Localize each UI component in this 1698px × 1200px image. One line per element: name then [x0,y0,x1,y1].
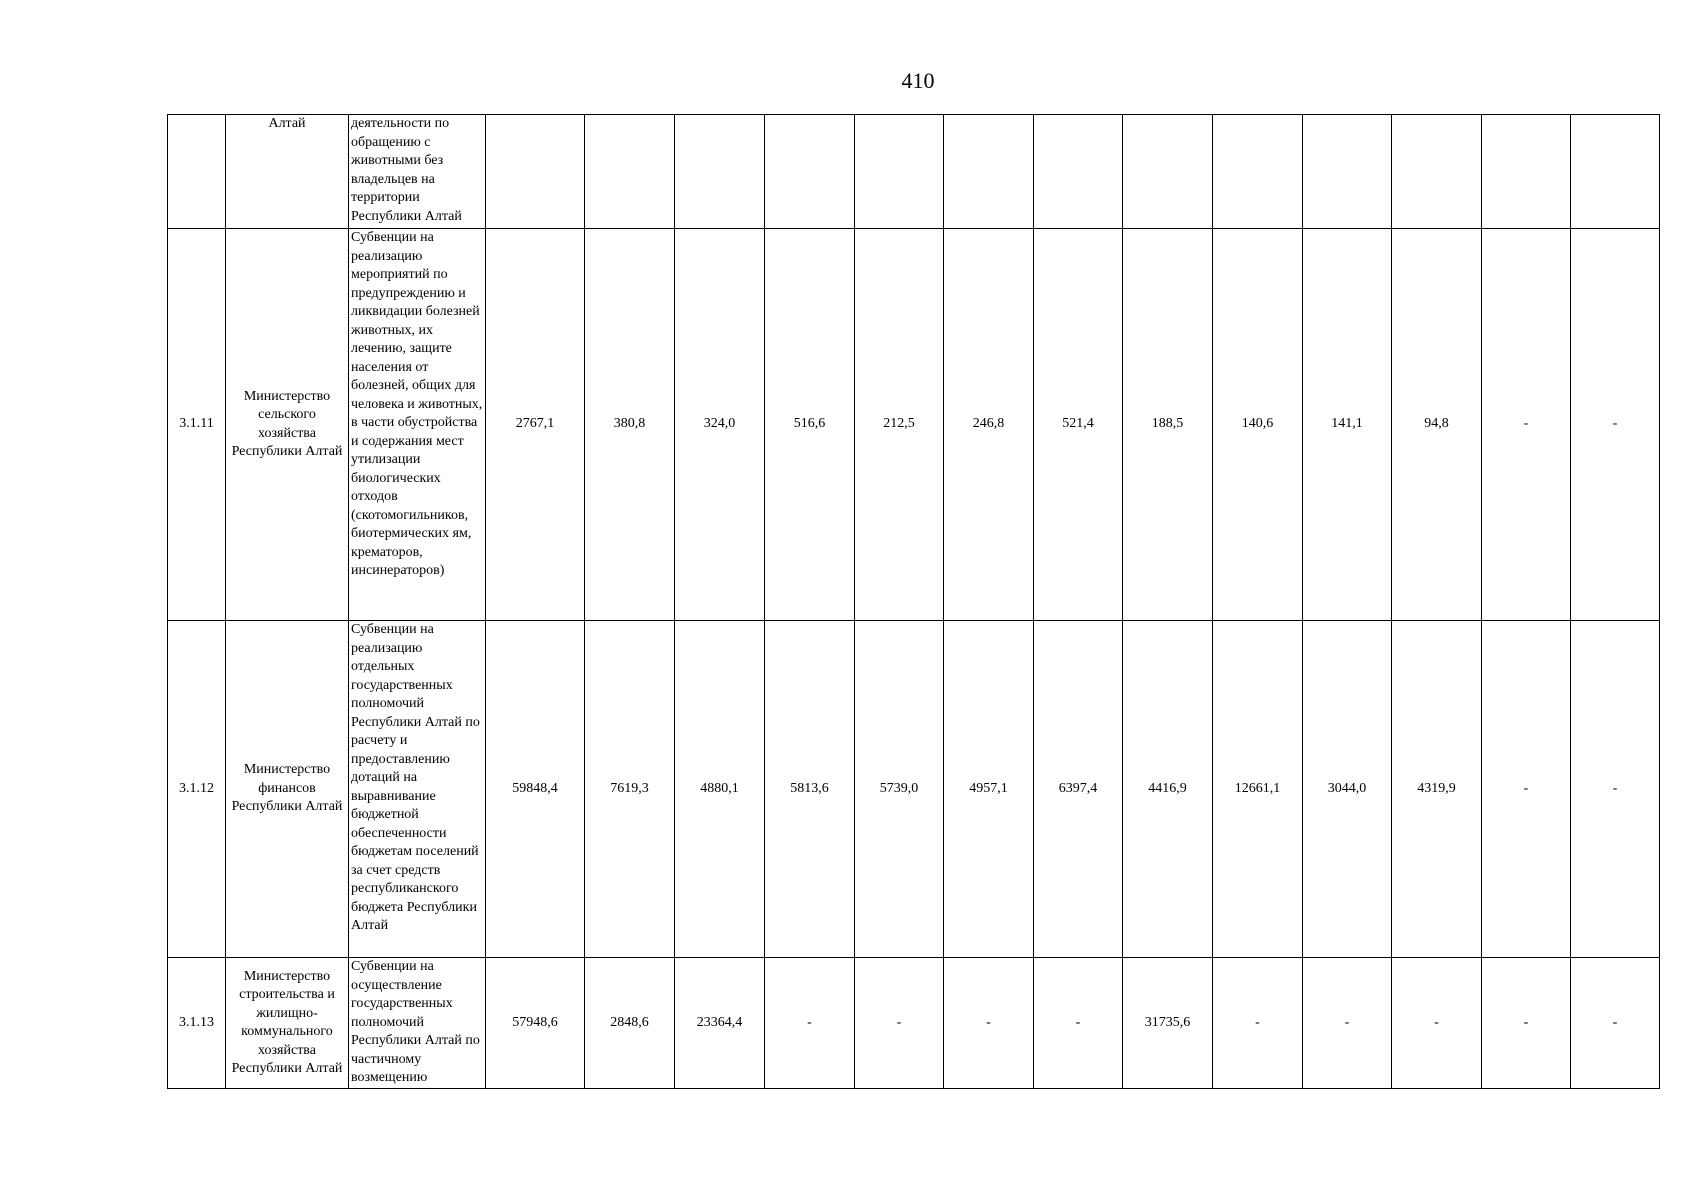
value-cell: - [1482,958,1571,1089]
value-cell: - [1482,621,1571,958]
value-cell: - [1392,958,1482,1089]
value-cell: 521,4 [1034,229,1123,621]
value-cell: 141,1 [1303,229,1392,621]
value-cell [1482,115,1571,229]
value-cell: - [944,958,1034,1089]
value-cell [585,115,675,229]
value-cell: 5739,0 [855,621,944,958]
measure-description: деятельности по обращению с животными без владельцев на территории Республики Алтай [349,115,486,229]
value-cell: - [1571,958,1660,1089]
measure-description: Субвенции на осуществление государственных полномочий Республики Алтай по частичному возмещению [349,958,486,1089]
value-cell: 59848,4 [486,621,585,958]
value-cell: 2767,1 [486,229,585,621]
row-number: 3.1.13 [168,958,226,1089]
measure-description: Субвенции на реализацию отдельных государственных полномочий Республики Алтай по расчету и предоставлению дотаций на выравнивание бюджетной обеспеченности бюджетам поселений за счет средств республиканского бюджета Республики Алтай [349,621,486,958]
responsible-organization: Алтай [226,115,349,229]
value-cell: - [1571,229,1660,621]
row-number [168,115,226,229]
value-cell: 5813,6 [765,621,855,958]
value-cell [1303,115,1392,229]
row-number: 3.1.12 [168,621,226,958]
table-row [168,621,1660,958]
value-cell [675,115,765,229]
value-cell: 3044,0 [1303,621,1392,958]
budget-table [167,114,1660,1089]
value-cell: 2848,6 [585,958,675,1089]
value-cell: 57948,6 [486,958,585,1089]
row-number: 3.1.11 [168,229,226,621]
value-cell: 6397,4 [1034,621,1123,958]
table-row [168,229,1660,621]
value-cell [944,115,1034,229]
table-row [168,958,1660,1089]
value-cell: 4957,1 [944,621,1034,958]
value-cell [1034,115,1123,229]
value-cell: 23364,4 [675,958,765,1089]
value-cell [855,115,944,229]
value-cell: 4880,1 [675,621,765,958]
responsible-organization: Министерство сельского хозяйства Республики Алтай [226,229,349,621]
value-cell: - [855,958,944,1089]
value-cell: - [1482,229,1571,621]
value-cell: 94,8 [1392,229,1482,621]
value-cell: 516,6 [765,229,855,621]
value-cell: 212,5 [855,229,944,621]
page-number: 410 [901,68,935,93]
value-cell [1213,115,1303,229]
value-cell: 4416,9 [1123,621,1213,958]
value-cell: 380,8 [585,229,675,621]
value-cell: 12661,1 [1213,621,1303,958]
value-cell [1571,115,1660,229]
value-cell: 188,5 [1123,229,1213,621]
value-cell [1123,115,1213,229]
value-cell: - [765,958,855,1089]
value-cell: 7619,3 [585,621,675,958]
value-cell: - [1571,621,1660,958]
value-cell: - [1303,958,1392,1089]
table-row [168,115,1660,229]
value-cell: 324,0 [675,229,765,621]
value-cell: - [1213,958,1303,1089]
table-body [168,115,1660,1089]
measure-description: Субвенции на реализацию мероприятий по предупреждению и ликвидации болезней животных, их лечению, защите населения от болезней, общих для человека и животных, в части обустройства и содержания мест утилизации биологических отходов (скотомогильников, биотермических ям, крематоров, инсинераторов) [349,229,486,621]
value-cell: 4319,9 [1392,621,1482,958]
value-cell [765,115,855,229]
responsible-organization: Министерство финансов Республики Алтай [226,621,349,958]
value-cell: 31735,6 [1123,958,1213,1089]
responsible-organization: Министерство строительства и жилищно-коммунального хозяйства Республики Алтай [226,958,349,1089]
value-cell: 140,6 [1213,229,1303,621]
value-cell [1392,115,1482,229]
value-cell: 246,8 [944,229,1034,621]
value-cell: - [1034,958,1123,1089]
value-cell [486,115,585,229]
